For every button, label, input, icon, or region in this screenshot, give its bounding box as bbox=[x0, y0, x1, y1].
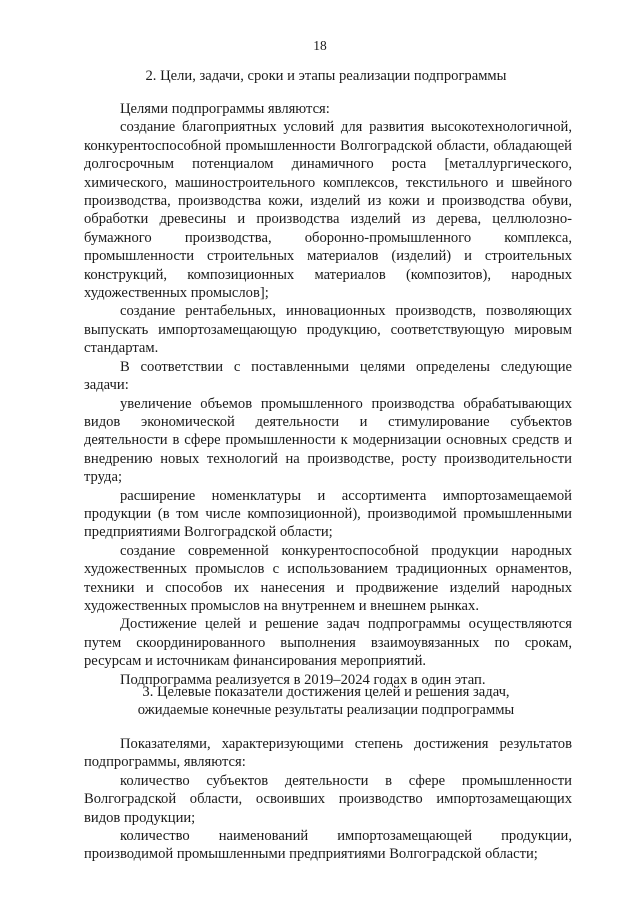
paragraph-goal-production: создание рентабельных, инновационных производств, позволяющих выпускать импортозамещающую продукцию, соответствующую мировым стандартам. bbox=[84, 303, 572, 357]
section-2-title: 2. Цели, задачи, сроки и этапы реализации подпрограммы bbox=[145, 68, 507, 84]
paragraph-goal-industry: создание благоприятных условий для развития высокотехнологичной, конкурентоспособной промышленности Волгоградской области, обладающей долгосрочным потенциалом динамичного роста [металлургического, химического, машиностроительного комплексов, текстильного и швейного производства, производства кожи, изделий из кожи и производства обуви, обработки древесины и производства изделий из дерева, целлюлозно-бумажного производства, оборонно-промышленного комплекса, промышленности строительных материалов (изделий) и строительных конструкций, композиционных материалов (композитов), народных художественных промыслов]; bbox=[84, 119, 572, 302]
paragraph-indicator-subjects: количество субъектов деятельности в сфере промышленности Волгоградской области, освоивших производство импортозамещающих видов продукции; bbox=[84, 772, 572, 826]
paragraph-indicators-intro: Показателями, характеризующими степень достижения результатов подпрограммы, являются: bbox=[84, 736, 572, 771]
section-3-title-line-1: 3. Целевые показатели достижения целей и решения задач, bbox=[142, 684, 510, 700]
section-3-body bbox=[84, 735, 572, 864]
paragraph-period: Подпрограмма реализуется в 2019–2024 годах в один этап. bbox=[120, 671, 486, 688]
section-3-title bbox=[72, 684, 580, 719]
section-3-title-line-2: ожидаемые конечные результаты реализации подпрограммы bbox=[137, 701, 515, 718]
paragraph-task-volume: увеличение объемов промышленного производства обрабатывающих видов экономической деятельности и стимулирование субъектов деятельности в сфере промышленности к модернизации основных средств и внедрению новых технологий на производстве, росту производительности труда; bbox=[84, 395, 572, 486]
page-number: 18 bbox=[313, 38, 327, 53]
paragraph-goals-intro: Целями подпрограммы являются: bbox=[120, 101, 330, 117]
paragraph-indicator-products: количество наименований импортозамещающей продукции, производимой промышленными предприятиями Волгоградской области; bbox=[84, 828, 572, 863]
paragraph-tasks-intro: В соответствии с поставленными целями определены следующие задачи: bbox=[84, 358, 572, 394]
section-2-body bbox=[84, 100, 572, 689]
paragraph-task-assortment: расширение номенклатуры и ассортимента импортозамещаемой продукции (в том числе композиционной), производимой промышленными предприятиями Волгоградской области; bbox=[84, 487, 572, 541]
paragraph-achievement: Достижение целей и решение задач подпрограммы осуществляются путем скоординированного выполнения взаимоувязанных по срокам, ресурсам и источникам финансирования мероприятий. bbox=[84, 616, 572, 670]
paragraph-task-crafts: создание современной конкурентоспособной продукции народных художественных промыслов с использованием традиционных орнаментов, техники и способов их нанесения и продвижение изделий народных художественных промыслов на внутреннем и внешнем рынках. bbox=[84, 542, 572, 614]
